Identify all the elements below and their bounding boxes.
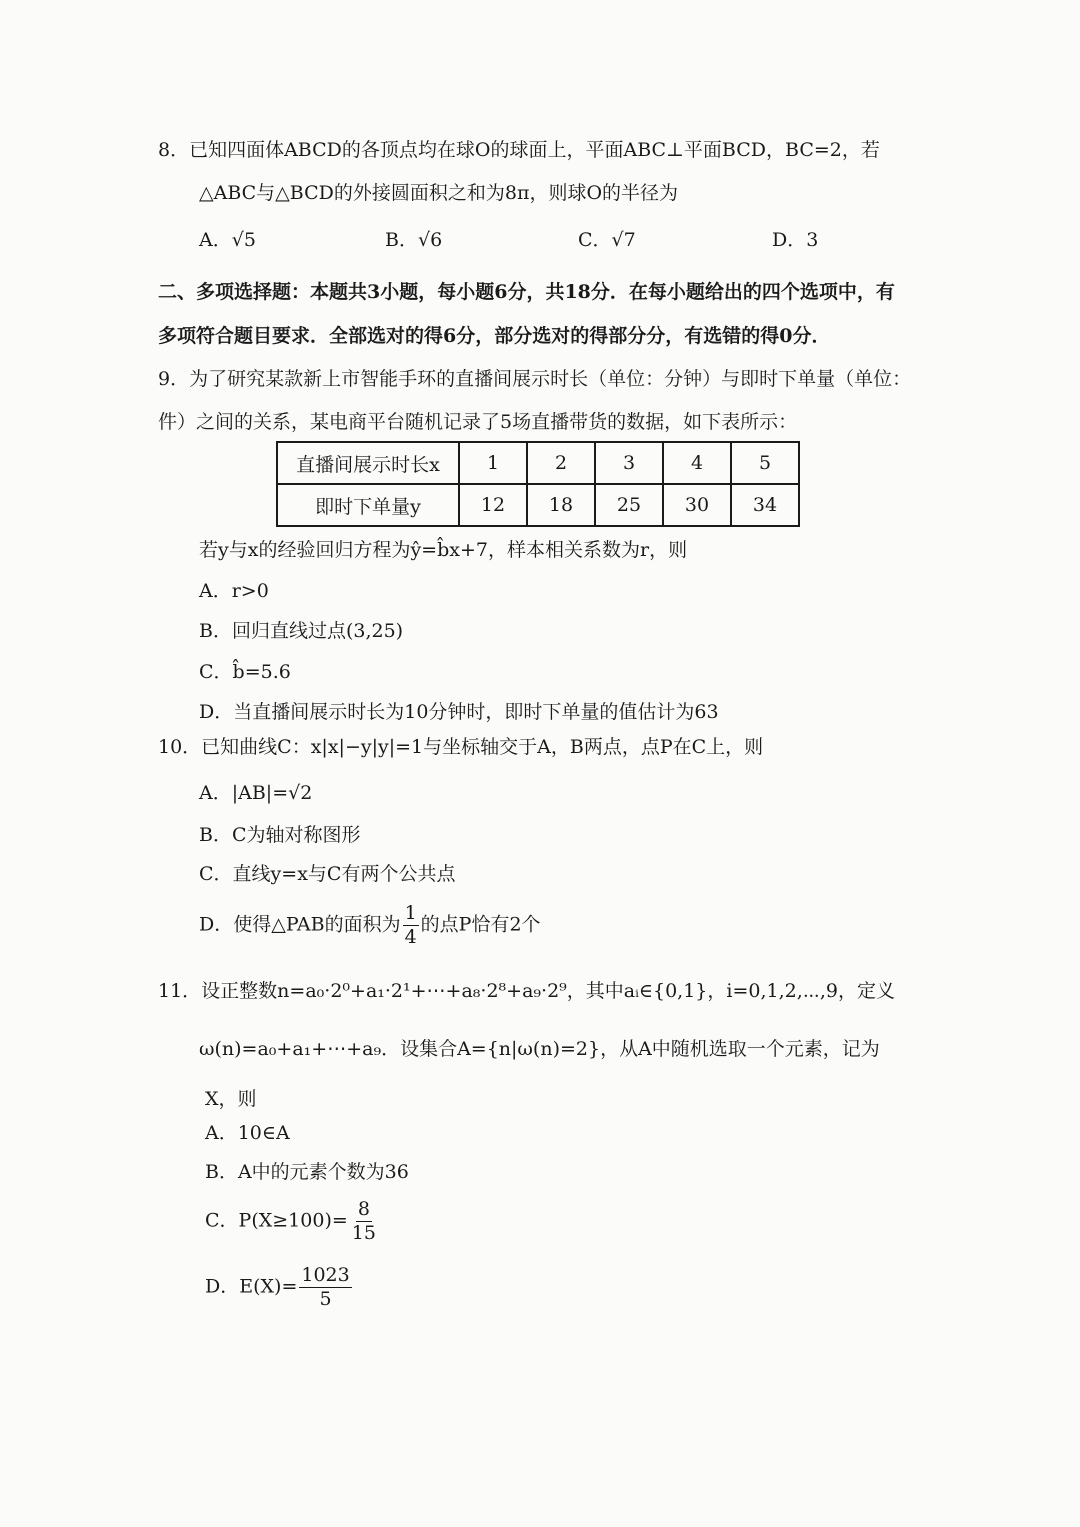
q9-option-d: D．当直播间展示时长为10分钟时，即时下单量的值估计为63 <box>199 701 719 723</box>
fraction-numerator: 8 <box>357 1198 370 1220</box>
q11-option-d <box>205 1266 354 1309</box>
q8-stem-line1: 8．已知四面体ABCD的各顶点均在球O的球面上，平面ABC⊥平面BCD，BC=2，若 <box>158 139 880 161</box>
q11-stem-line2: ω(n)=a₀+a₁+⋯+a₉．设集合A={n|ω(n)=2}，从A中随机选取一个元素，记为 <box>199 1038 880 1060</box>
q8-option-c: C．√7 <box>578 229 636 251</box>
table-row-label-x: 直播间展示时长x <box>277 442 459 484</box>
fraction-numerator: 1 <box>404 902 417 924</box>
q11-stem-line1: 11．设正整数n=a₀·2⁰+a₁·2¹+⋯+a₈·2⁸+a₉·2⁹，其中aᵢ∈{0,1}，i=0,1,2,⋯,9，定义 <box>158 980 895 1002</box>
fraction-denominator: 5 <box>319 1288 332 1310</box>
q10-option-d <box>199 904 541 947</box>
table-cell: 34 <box>731 484 799 526</box>
table-row <box>277 484 799 526</box>
table-cell: 5 <box>731 442 799 484</box>
q9-stem-line1: 9．为了研究某款新上市智能手环的直播间展示时长（单位：分钟）与即时下单量（单位： <box>158 368 912 390</box>
fraction-denominator: 4 <box>404 926 417 948</box>
fraction-numerator: 1023 <box>301 1264 350 1286</box>
fraction <box>403 904 419 947</box>
q10-option-d-suffix: 的点P恰有2个 <box>420 913 541 936</box>
table-cell: 1 <box>459 442 527 484</box>
q9-option-a: A．r>0 <box>199 580 269 602</box>
q8-option-a: A．√5 <box>199 229 256 251</box>
q9-option-c: C．b̂=5.6 <box>199 661 291 683</box>
q9-data-table <box>276 441 800 527</box>
q8-stem-line2: △ABC与△BCD的外接圆面积之和为8π，则球O的半径为 <box>199 182 679 204</box>
q9-stem-line2: 件）之间的关系，某电商平台随机记录了5场直播带货的数据，如下表所示： <box>158 411 798 433</box>
table-cell: 4 <box>663 442 731 484</box>
q11-option-d-prefix: D．E(X)= <box>205 1275 298 1298</box>
q10-option-a: A．|AB|=√2 <box>199 782 313 804</box>
q10-option-d-prefix: D．使得△PAB的面积为 <box>199 913 401 936</box>
table-cell: 3 <box>595 442 663 484</box>
fraction <box>299 1266 351 1309</box>
q11-option-b: B．A中的元素个数为36 <box>205 1161 409 1183</box>
table-cell: 30 <box>663 484 731 526</box>
q11-option-c-prefix: C．P(X≥100)= <box>205 1209 348 1232</box>
fraction-denominator: 15 <box>351 1222 376 1244</box>
table-cell: 18 <box>527 484 595 526</box>
q10-option-c: C．直线y=x与C有两个公共点 <box>199 863 456 885</box>
table-cell: 25 <box>595 484 663 526</box>
q11-option-c <box>205 1200 380 1243</box>
fraction <box>350 1200 378 1243</box>
table-cell: 12 <box>459 484 527 526</box>
q9-question: 若y与x的经验回归方程为ŷ=b̂x+7，样本相关系数为r，则 <box>199 539 688 561</box>
q11-option-a: A．10∈A <box>205 1122 290 1144</box>
table-row-label-y: 即时下单量y <box>277 484 459 526</box>
q11-stem-line3: X，则 <box>205 1088 257 1110</box>
table-cell: 2 <box>527 442 595 484</box>
q8-option-b: B．√6 <box>385 229 443 251</box>
q10-stem: 10．已知曲线C：x|x|−y|y|=1与坐标轴交于A，B两点，点P在C上，则 <box>158 736 764 758</box>
section2-heading-line1: 二、多项选择题：本题共3小题，每小题6分，共18分．在每小题给出的四个选项中，有 <box>158 281 895 303</box>
q8-option-d: D．3 <box>772 229 819 251</box>
q10-option-b: B．C为轴对称图形 <box>199 824 361 846</box>
section2-heading-line2: 多项符合题目要求．全部选对的得6分，部分选对的得部分分，有选错的得0分． <box>158 325 831 347</box>
table-row <box>277 442 799 484</box>
q9-option-b: B．回归直线过点(3,25) <box>199 620 404 642</box>
